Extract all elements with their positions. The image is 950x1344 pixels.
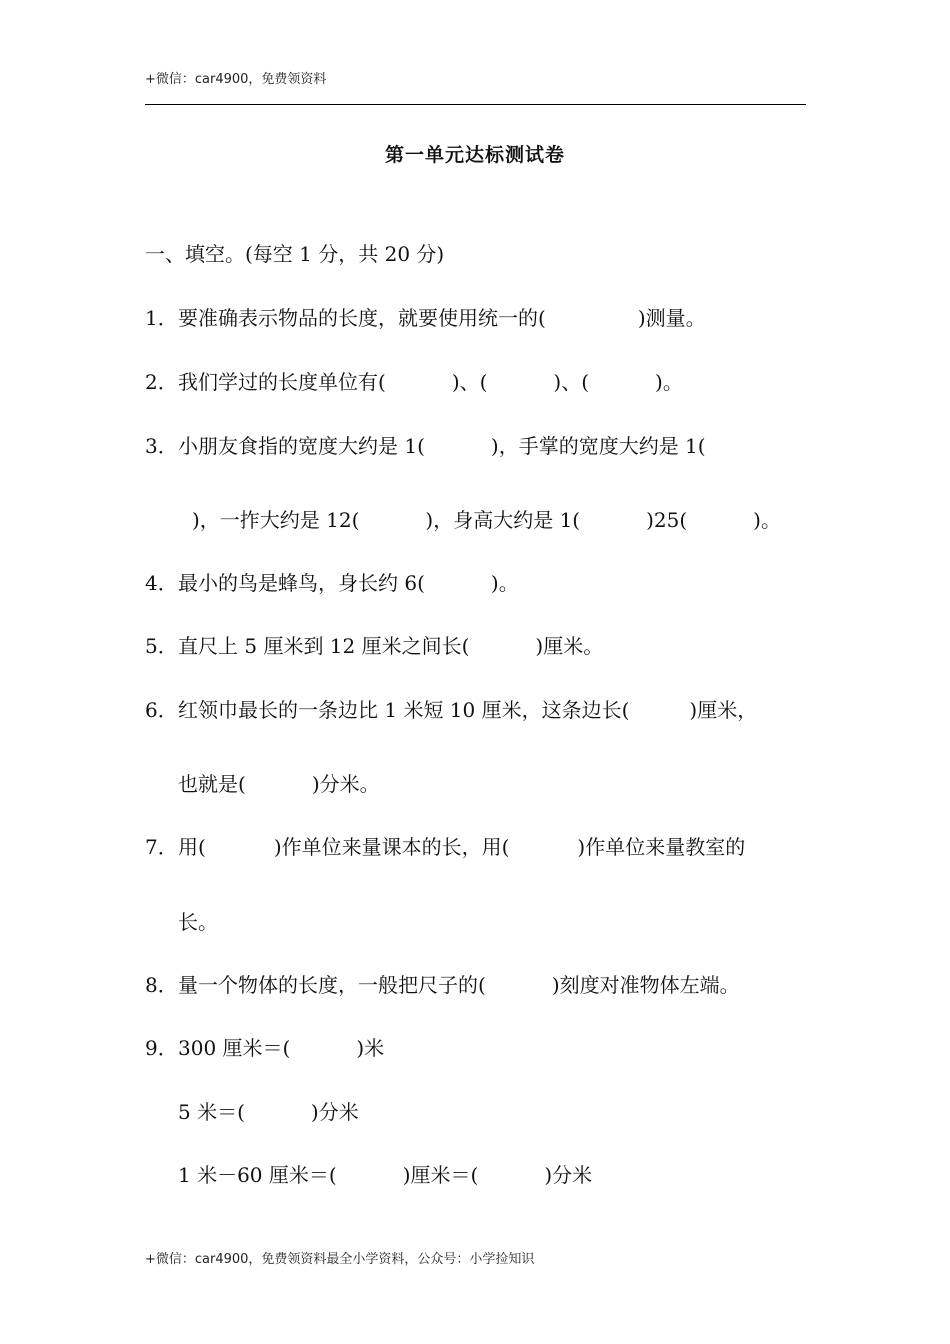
question-text: )厘米， [689,698,758,722]
question-text: 300 厘米＝( [178,1036,291,1060]
question-text: )分米 [544,1163,593,1187]
question-7-continued [178,906,218,935]
question-text: 5 米＝( [178,1100,245,1124]
question-1 [145,302,706,331]
question-number: 6． [145,698,178,722]
question-text: 要准确表示物品的长度，就要使用统一的( [178,306,546,330]
question-number: 5． [145,634,178,658]
question-text: 也就是( [178,772,246,796]
question-text: )厘米。 [535,634,604,658]
question-text: )测量。 [637,306,706,330]
question-text: 红领巾最长的一条边比 1 米短 10 厘米，这条边长( [178,698,630,722]
question-text: 我们学过的长度单位有( [178,370,386,394]
question-text: )，一拃大约是 12( [192,508,360,532]
question-text: )。 [655,370,683,394]
question-9-part-2 [178,1096,359,1125]
question-text: )分米。 [311,772,380,796]
question-text: )作单位来量教室的 [577,835,746,859]
question-text: )、( [553,370,590,394]
question-text: 1 米－60 厘米＝( [178,1163,337,1187]
question-text: 小朋友食指的宽度大约是 1( [178,434,425,458]
question-text: )。 [753,508,781,532]
question-number: 3． [145,434,178,458]
header-divider [145,104,806,105]
page-title: 第一单元达标测试卷 [384,144,565,166]
question-text: )刻度对准物体左端。 [551,973,740,997]
question-text: )，身高大约是 1( [425,508,581,532]
footer-watermark: +微信：car4900，免费领资料最全小学资料，公众号：小学捡知识 [145,1252,535,1267]
question-7 [145,831,745,860]
question-text: )作单位来量课本的长，用( [273,835,510,859]
question-text: )，手掌的宽度大约是 1( [490,434,706,458]
question-3-continued [178,504,781,533]
question-text: 长。 [178,910,218,934]
header-watermark: +微信：car4900，免费领资料 [145,72,327,87]
question-number: 2． [145,370,178,394]
question-9-part-3 [178,1159,592,1188]
question-4 [145,567,519,596]
question-number: 1． [145,306,178,330]
question-2 [145,366,683,395]
question-text: 用( [178,835,206,859]
question-text: )厘米＝( [402,1163,479,1187]
question-6 [145,694,757,723]
question-text: 量一个物体的长度，一般把尺子的( [178,973,486,997]
question-5 [145,630,603,659]
question-number: 7． [145,835,178,859]
question-8 [145,969,740,998]
question-number: 4． [145,571,178,595]
question-9 [145,1032,384,1061]
question-text: )。 [490,571,519,595]
section-heading: 一、填空。(每空 1 分，共 20 分) [145,242,445,266]
question-3 [145,430,706,459]
question-number: 8． [145,973,178,997]
question-6-continued [178,768,380,797]
question-number: 9． [145,1036,178,1060]
question-text: )米 [356,1036,385,1060]
question-text: 最小的鸟是蜂鸟，身长约 6( [178,571,425,595]
question-text: )分米 [310,1100,359,1124]
question-text: )25( [646,508,688,532]
question-text: )、( [451,370,488,394]
question-text: 直尺上 5 厘米到 12 厘米之间长( [178,634,470,658]
